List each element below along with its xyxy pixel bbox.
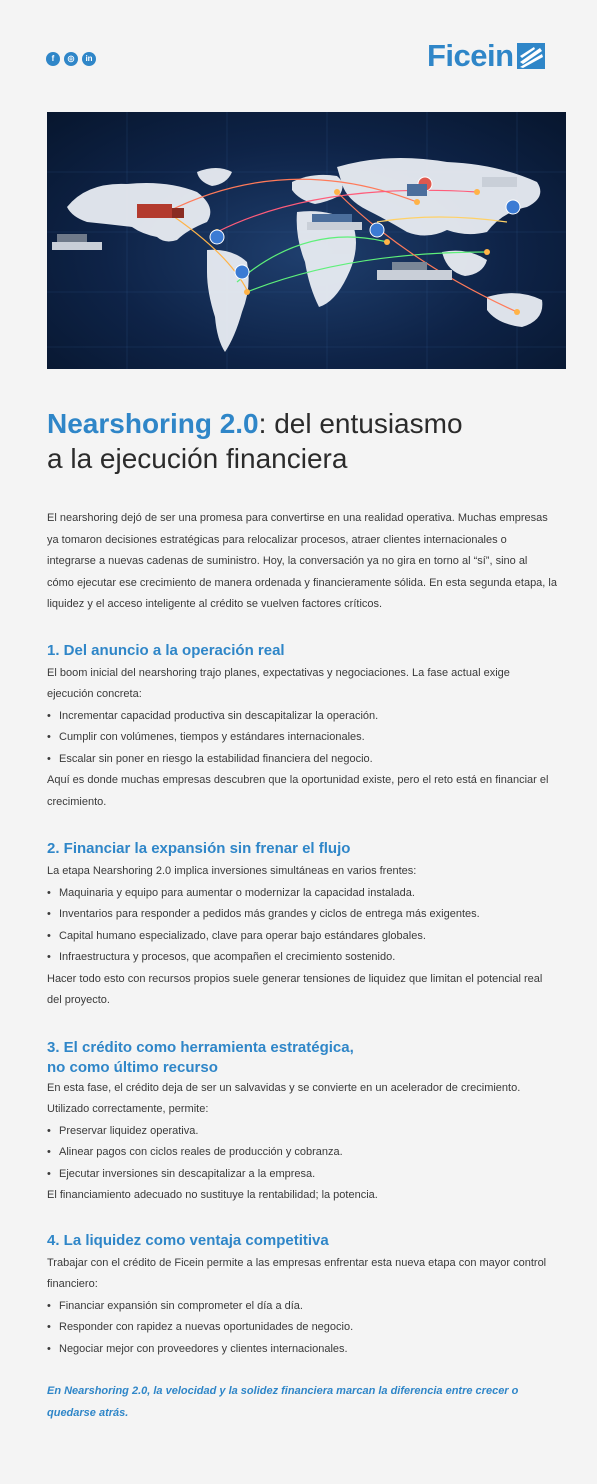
article-body [47, 508, 557, 1424]
list-item: • Cumplir con volúmenes, tiempos y estándares internacionales. [47, 731, 365, 743]
title-line2: a la ejecución financiera [47, 443, 348, 474]
intro-paragraph: El nearshoring dejó de ser una promesa para convertirse en una realidad operativa. Muchas empresas ya tomaron decisiones estratégicas para relocalizar procesos, atraer clientes internacionales o integrarse a nuevas cadenas de suministro. Hoy, la conversación ya no gira en torno al “sí”, sino al cómo ejecutar ese crecimiento de manera ordenada y financieramente sólida. En esta segunda etapa, la liquidez y el acceso inteligente al crédito se vuelven factores críticos. [47, 512, 557, 610]
page-title [47, 406, 567, 476]
list-item: • Ejecutar inversiones sin descapitalizar a la empresa. [47, 1167, 316, 1180]
list-item: • Preservar liquidez operativa. [47, 1124, 199, 1137]
list-item: • Financiar expansión sin comprometer el día a día. [47, 1299, 303, 1312]
logo-mark-icon [516, 42, 546, 70]
world-map-illustration [47, 112, 566, 369]
list-item: • Escalar sin poner en riesgo la estabilidad financiera del negocio. [47, 752, 373, 765]
list-item: • Inventarios para responder a pedidos más grandes y ciclos de entrega más exigentes. [47, 908, 480, 920]
list-item: • Capital humano especializado, clave para operar bajo estándares globales. [47, 929, 426, 942]
section-1-outro: Aquí es donde muchas empresas descubren que la oportunidad existe, pero el reto está en financiar el crecimiento. [47, 774, 549, 808]
section-2-lead: La etapa Nearshoring 2.0 implica inversiones simultáneas en varios frentes: [47, 865, 417, 877]
linkedin-icon[interactable]: in [82, 52, 96, 66]
list-item: • Negociar mejor con proveedores y clientes internacionales. [47, 1342, 348, 1355]
section-4-heading: 4. La liquidez como ventaja competitiva [47, 1231, 329, 1249]
ficein-logo[interactable] [427, 38, 546, 74]
social-links [46, 52, 96, 66]
list-item: • Alinear pagos con ciclos reales de producción y cobranza. [47, 1146, 343, 1158]
list-item: • Maquinaria y equipo para aumentar o modernizar la capacidad instalada. [47, 886, 415, 899]
closing-statement: En Nearshoring 2.0, la velocidad y la solidez financiera marcan la diferencia entre crecer o quedarse atrás. [47, 1385, 519, 1419]
section-3-lead: En esta fase, el crédito deja de ser un salvavidas y se convierte en un acelerador de crecimiento. Utilizado correctamente, permite: [47, 1081, 521, 1115]
logo-text: Ficein [427, 38, 514, 73]
section-1-heading: 1. Del anuncio a la operación real [47, 641, 285, 659]
section-4-lead: Trabajar con el crédito de Ficein permite a las empresas enfrentar esta nueva etapa con mayor control financiero: [47, 1256, 547, 1290]
section-3-heading: 3. El crédito como herramienta estratégica, no como último recurso [47, 1038, 354, 1076]
facebook-icon[interactable]: f [46, 52, 60, 66]
list-item: • Incrementar capacidad productiva sin descapitalizar la operación. [47, 709, 379, 722]
list-item: • Responder con rapidez a nuevas oportunidades de negocio. [47, 1321, 354, 1333]
instagram-icon[interactable]: ◎ [64, 52, 78, 66]
section-2-heading: 2. Financiar la expansión sin frenar el flujo [47, 840, 351, 857]
section-2-outro: Hacer todo esto con recursos propios suele generar tensiones de liquidez que limitan el potencial real del proyecto. [47, 972, 543, 1006]
hero-world-map-image [47, 112, 566, 369]
section-1-lead: El boom inicial del nearshoring trajo planes, expectativas y negociaciones. La fase actual exige ejecución concreta: [47, 666, 510, 700]
list-item: • Infraestructura y procesos, que acompañen el crecimiento sostenido. [47, 951, 396, 963]
section-3-outro: El financiamiento adecuado no sustituye la rentabilidad; la potencia. [47, 1189, 378, 1201]
title-accent: Nearshoring 2.0 [47, 408, 259, 439]
header [0, 0, 597, 110]
title-rest: : del entusiasmo [258, 408, 463, 439]
